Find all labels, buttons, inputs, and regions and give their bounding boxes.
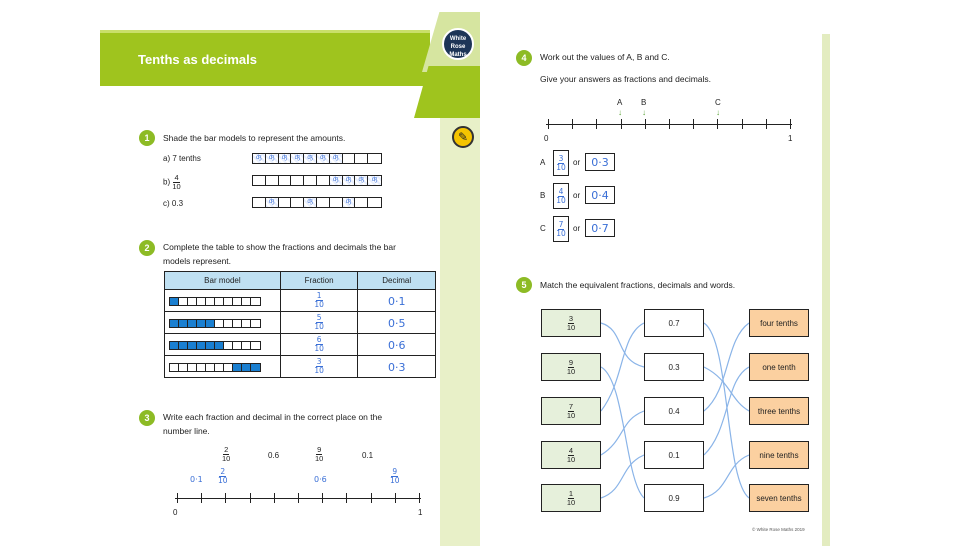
q4-arrow-b: ↓	[642, 108, 646, 117]
q3-answer-0-6: 0·6	[314, 475, 327, 484]
q3-answer-two-tenths: $\frac{2}{10}$	[218, 467, 228, 485]
q3-axis-end: 1	[418, 508, 423, 517]
question-5-text: Match the equivalent fractions, decimals and words.	[540, 280, 736, 290]
fraction-answer: $\frac{5}{10}$	[314, 312, 324, 331]
match-decimal-box[interactable]: 0.9	[644, 484, 704, 512]
question-4-text-2: Give your answers as fractions and decimals.	[540, 74, 712, 84]
match-decimal-box[interactable]: 0.4	[644, 397, 704, 425]
match-word-box[interactable]: one tenth	[749, 353, 809, 381]
q4-answer-label: A	[540, 158, 546, 167]
q4-answer-label: B	[540, 191, 546, 200]
match-fraction-box[interactable]: $\frac{3}{10}$	[541, 309, 601, 337]
copyright-text: © White Rose Maths 2019	[752, 527, 805, 532]
q4-arrow-c: ↓	[716, 108, 720, 117]
match-word-box[interactable]: seven tenths	[749, 484, 809, 512]
q1a-bar-model[interactable]: ʤ ʤ ʤ ʤ ʤ ʤ ʤ	[252, 153, 382, 164]
question-5-number: 5	[516, 277, 532, 293]
match-decimal-box[interactable]: 0.1	[644, 441, 704, 469]
q3-answer-nine-tenths: $\frac{9}{10}$	[390, 467, 400, 485]
page-title: Tenths as decimals	[138, 52, 257, 67]
q3-item-zero-one: 0.1	[362, 451, 374, 460]
q1b-bar-model[interactable]: ʤ ʤ ʤ ʤ	[252, 175, 382, 186]
q1a-label: a) 7 tenths	[163, 154, 201, 163]
white-rose-logo: White Rose Maths	[442, 28, 474, 60]
match-decimal-box[interactable]: 0.3	[644, 353, 704, 381]
q3-answer-0-1: 0·1	[190, 475, 203, 484]
q4-axis-start: 0	[544, 134, 549, 143]
q4-marker-c: C	[715, 98, 721, 107]
q4-axis-end: 1	[788, 134, 793, 143]
q3-item-two-tenths: $\frac{2}{10}$	[222, 445, 231, 463]
fraction-answer: $\frac{1}{10}$	[314, 290, 324, 309]
question-1-text: Shade the bar models to represent the amounts.	[163, 133, 346, 143]
fraction-answer: $\frac{6}{10}$	[314, 334, 324, 353]
question-4-text-1: Work out the values of A, B and C.	[540, 52, 670, 62]
question-4-number: 4	[516, 50, 532, 66]
q4-arrow-a: ↓	[618, 108, 622, 117]
question-2-number: 2	[139, 240, 155, 256]
q4-fraction-answer: $\frac{7}{10}$	[556, 219, 566, 238]
decimal-answer: 0·1	[387, 294, 406, 308]
fraction-answer: $\frac{3}{10}$	[314, 356, 324, 375]
q3-axis-start: 0	[173, 508, 178, 517]
q4-marker-a: A	[617, 98, 623, 107]
q4-decimal-box[interactable]: 0·3	[585, 153, 615, 171]
q1c-bar-model[interactable]: ʤ ʤ ʤ	[252, 197, 382, 208]
q4-or-label: or	[573, 158, 581, 167]
q4-fraction-answer: $\frac{3}{10}$	[556, 153, 566, 172]
match-fraction-box[interactable]: $\frac{7}{10}$	[541, 397, 601, 425]
decimal-answer: 0·3	[387, 360, 406, 374]
question-2-text: Complete the table to show the fractions and decimals the bar models represent.	[163, 242, 396, 266]
q4-fraction-answer: $\frac{4}{10}$	[556, 186, 566, 205]
q4-or-label: or	[573, 191, 581, 200]
q4-marker-b: B	[641, 98, 647, 107]
match-word-box[interactable]: three tenths	[749, 397, 809, 425]
header-bar-model: Bar model	[165, 272, 281, 290]
question-1-number: 1	[139, 130, 155, 146]
match-fraction-box[interactable]: $\frac{1}{10}$	[541, 484, 601, 512]
decimal-answer: 0·5	[387, 316, 406, 330]
header-decimal: Decimal	[358, 272, 436, 290]
match-fraction-box[interactable]: $\frac{4}{10}$	[541, 441, 601, 469]
q3-item-nine-tenths: $\frac{9}{10}$	[315, 445, 324, 463]
match-word-box[interactable]: four tenths	[749, 309, 809, 337]
q4-decimal-box[interactable]: 0·4	[585, 186, 615, 204]
question-3-text: Write each fraction and decimal in the correct place on the number line.	[163, 412, 383, 436]
match-decimal-box[interactable]: 0.7	[644, 309, 704, 337]
header-fraction: Fraction	[280, 272, 358, 290]
decimal-answer: 0·6	[387, 338, 406, 352]
match-fraction-box[interactable]: $\frac{9}{10}$	[541, 353, 601, 381]
question-3-number: 3	[139, 410, 155, 426]
match-word-box[interactable]: nine tenths	[749, 441, 809, 469]
q4-answer-label: C	[540, 224, 546, 233]
q4-decimal-box[interactable]: 0·7	[585, 219, 615, 237]
q3-item-zero-six: 0.6	[268, 451, 280, 460]
pencil-icon: ✎	[452, 126, 474, 148]
q4-or-label: or	[573, 224, 581, 233]
q1c-label: c) 0.3	[163, 199, 184, 208]
q1b-label: b) $\frac{4}{10}$	[163, 173, 181, 191]
